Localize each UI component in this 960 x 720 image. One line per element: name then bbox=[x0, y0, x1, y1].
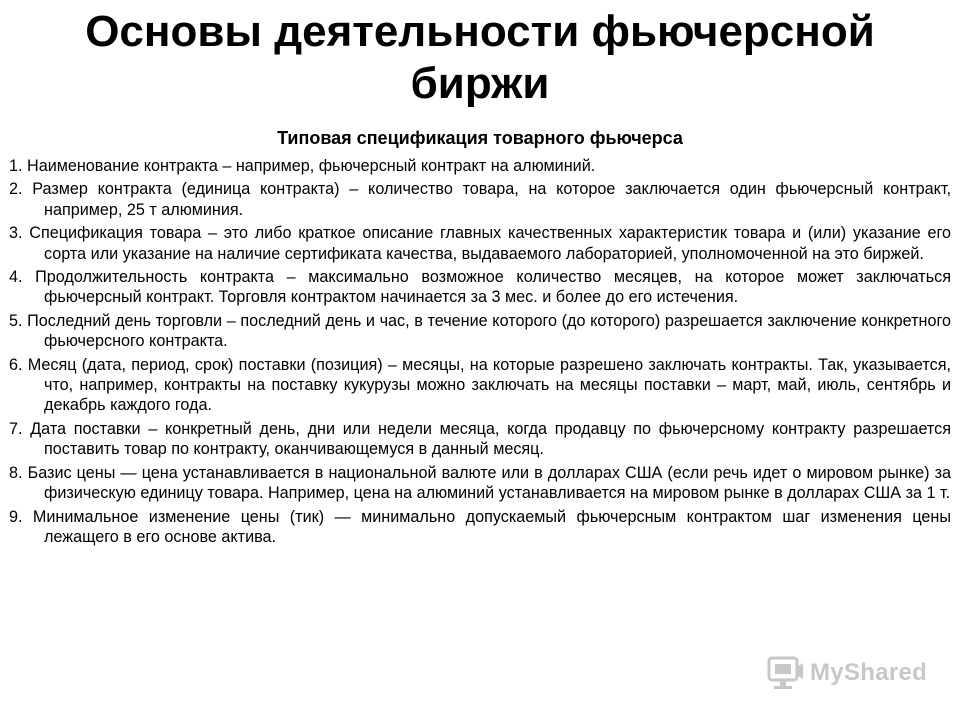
watermark-text: MyShared bbox=[810, 659, 928, 686]
specification-list bbox=[9, 156, 951, 550]
slide-title: Основы деятельности фьючерсной биржи bbox=[85, 7, 875, 108]
list-item: 2. Размер контракта (единица контракта) – количество товара, на которое заключается один фьючерсный контракт, например, 25 т алюминия. bbox=[9, 180, 951, 219]
list-item: 4. Продолжительность контракта – максимально возможное количество месяцев, на которое может заключаться фьючерсный контракт. Торговля контрактом начинается за 3 мес. и более до его истечения. bbox=[9, 268, 951, 307]
list-item: 5. Последний день торговли – последний день и час, в течение которого (до которого) разрешается заключение конкретного фьючерсного контракта. bbox=[9, 311, 951, 351]
slide-subtitle: Типовая спецификация товарного фьючерса bbox=[277, 128, 683, 148]
list-item: 6. Месяц (дата, период, срок) поставки (позиция) – месяцы, на которые разрешено заключать контракты. Так, указывается, что, например, контракты на поставку кукурузы можно заключать на месяцы поставки – март, май, июль, сентябрь и декабрь каждого года. bbox=[9, 355, 951, 415]
list-item: 3. Спецификация товара – это либо краткое описание главных качественных характеристик товара и (или) указание его сорта или указание на наличие сертификата качества, выдаваемого лабораторией, уполномоченной на это биржей. bbox=[9, 224, 951, 263]
list-item: 8. Базис цены — цена устанавливается в национальной валюте или в долларах США (если речь идет о мировом рынке) за физическую единицу товара. Например, цена на алюминий устанавливается на мировом рынке в долларах США за 1 т. bbox=[9, 463, 951, 503]
watermark bbox=[766, 655, 927, 691]
list-item: 7. Дата поставки – конкретный день, дни или недели месяца, когда продавцу по фьючерсному контракту разрешается поставить товар по контракту, оканчивающемуся в данный месяц. bbox=[9, 419, 951, 459]
list-item: 1. Наименование контракта – например, фьючерсный контракт на алюминий. bbox=[9, 157, 596, 175]
presentation-icon bbox=[766, 655, 806, 691]
list-item: 9. Минимальное изменение цены (тик) — минимально допускаемый фьючерсным контрактом шаг изменения цены лежащего в его основе актива. bbox=[9, 507, 951, 546]
